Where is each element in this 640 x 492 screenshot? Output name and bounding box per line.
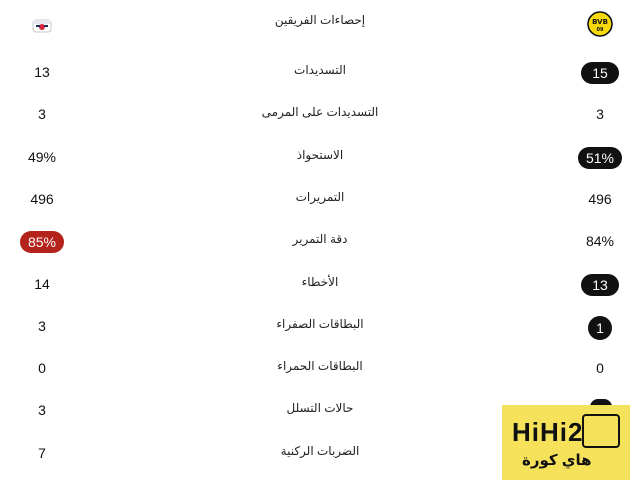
stat-row xyxy=(0,226,640,256)
dortmund-crest-icon xyxy=(587,11,613,37)
away-stat-value xyxy=(0,274,84,294)
stat-label: البطاقات الحمراء xyxy=(277,359,363,373)
away-stat-text: 3 xyxy=(38,318,46,334)
away-stat-text: 85% xyxy=(20,231,64,253)
home-stat-value xyxy=(560,231,640,251)
stat-row xyxy=(0,269,640,299)
stat-row xyxy=(0,184,640,214)
away-stat-text: 49% xyxy=(27,149,57,165)
home-stat-text: 15 xyxy=(581,62,619,84)
home-stat-value xyxy=(560,189,640,209)
stat-label: الضربات الركنية xyxy=(280,444,360,458)
home-stat-value xyxy=(560,316,640,340)
away-stat-text: 496 xyxy=(30,191,54,207)
dortmund-crest-digits: 09 xyxy=(596,27,604,33)
home-stat-text: 84% xyxy=(585,233,615,249)
stat-row xyxy=(0,311,640,341)
home-stat-value xyxy=(560,147,640,169)
stat-label: البطاقات الصفراء xyxy=(276,317,364,331)
away-stat-value xyxy=(0,104,84,124)
dortmund-crest-letters: BVB xyxy=(592,18,608,26)
home-stat-text: 0 xyxy=(596,360,604,376)
stat-label: حالات التسلل xyxy=(286,401,354,415)
away-stat-text: 3 xyxy=(38,402,46,418)
page-title: إحصاءات الفريقين xyxy=(274,13,366,27)
watermark-subtitle: هاي كورة xyxy=(522,452,592,469)
away-stat-value xyxy=(0,400,84,420)
leipzig-crest-icon xyxy=(29,13,55,39)
stat-label: الاستحواذ xyxy=(296,148,344,162)
stat-row xyxy=(0,99,640,129)
home-stat-value xyxy=(560,62,640,84)
stat-label: التسديدات xyxy=(294,63,346,77)
stat-label: التسديدات على المرمى xyxy=(261,105,379,119)
home-stat-text: 1 xyxy=(588,316,612,340)
home-stat-value xyxy=(560,358,640,378)
home-stat-text: 51% xyxy=(578,147,622,169)
away-stat-text: 3 xyxy=(38,106,46,122)
stat-label: التمريرات xyxy=(295,190,345,204)
away-stat-value xyxy=(0,189,84,209)
away-stat-text: 13 xyxy=(34,64,50,80)
watermark-frame xyxy=(582,414,620,448)
watermark-logo xyxy=(502,405,630,480)
watermark-title: HiHi2 xyxy=(512,417,584,447)
away-stat-value xyxy=(0,358,84,378)
away-stat-text: 14 xyxy=(34,276,50,292)
home-stat-text: 496 xyxy=(588,191,612,207)
stat-row xyxy=(0,57,640,87)
away-stat-value xyxy=(0,62,84,82)
stat-row xyxy=(0,142,640,172)
home-stat-text: 3 xyxy=(596,106,604,122)
away-stat-value xyxy=(0,316,84,336)
home-stat-value xyxy=(560,274,640,296)
stat-label: دقة التمرير xyxy=(292,232,348,246)
stat-label: الأخطاء xyxy=(301,275,339,289)
home-stat-text: 13 xyxy=(581,274,619,296)
away-stat-value xyxy=(0,147,84,167)
away-stat-value xyxy=(0,443,84,463)
stat-row xyxy=(0,353,640,383)
home-stat-value xyxy=(560,104,640,124)
away-stat-text: 7 xyxy=(38,445,46,461)
stats-header xyxy=(0,0,640,48)
away-stat-text: 0 xyxy=(38,360,46,376)
away-stat-value xyxy=(0,231,84,253)
